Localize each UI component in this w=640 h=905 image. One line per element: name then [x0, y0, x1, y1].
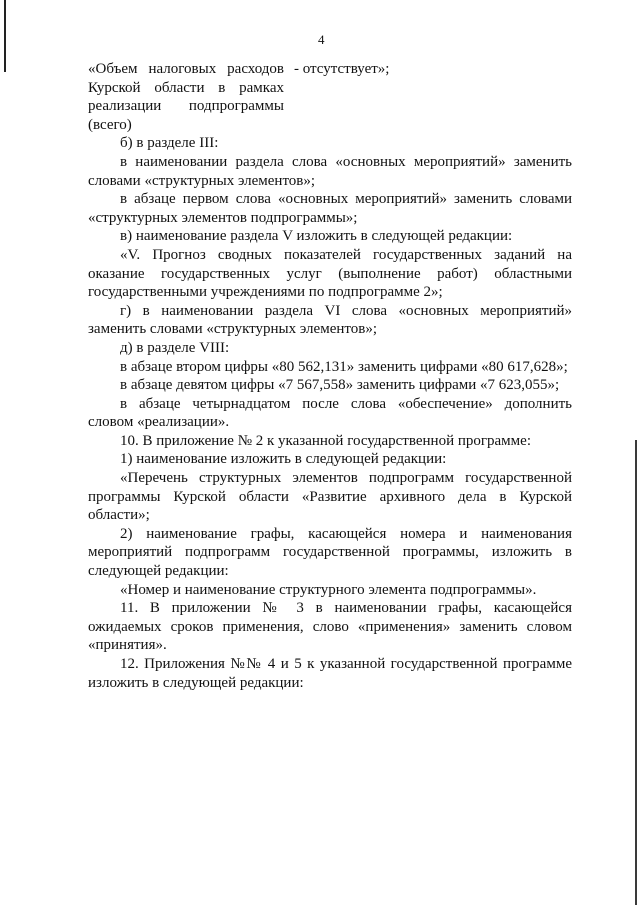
page-number: 4 [318, 32, 325, 47]
paragraph: 2) наименование графы, касающейся номера и наименования мероприятий подпрограмм государственной программы, изложить в следующей редакции: [88, 525, 572, 580]
paragraph: в абзаце девятом цифры «7 567,558» заменить цифрами «7 623,055»; [120, 377, 560, 394]
paragraph: в абзаце втором цифры «80 562,131» заменить цифрами «80 617,628»; [120, 358, 568, 375]
paragraph: «Номер и наименование структурного элемента подпрограммы». [120, 581, 537, 598]
paragraph: 10. В приложение № 2 к указанной государственной программе: [120, 432, 531, 449]
tax-expenditure-value: - отсутствует»; [294, 61, 390, 77]
paragraph: 1) наименование изложить в следующей редакции: [120, 451, 447, 468]
document-body [88, 60, 572, 692]
paragraph: г) в наименовании раздела VI слова «основных мероприятий» заменить словами «структурных элементов»; [88, 302, 572, 338]
paragraph: б) в разделе III: [120, 135, 219, 152]
paragraph: в абзаце первом слова «основных мероприятий» заменить словами «структурных элементов подпрограммы»; [88, 191, 572, 226]
paragraph: «V. Прогноз сводных показателей государственных заданий на оказание государственных услуг (выполнение работ) областными государственными учреждениями по подпрограмме 2»; [88, 246, 572, 301]
scan-edge-left [4, 0, 6, 72]
paragraph: 11. В приложении № 3 в наименовании графы, касающейся ожидаемых сроков применения, слово «применения» заменить словом «принятия». [88, 600, 572, 654]
tax-expenditure-label: «Объем налоговых расходов Курской области в рамках реализации подпрограммы (всего) [88, 61, 284, 133]
paragraph: «Перечень структурных элементов подпрограмм государственной программы Курской области «Развитие архивного дела в Курской области»; [88, 470, 572, 524]
paragraph: в абзаце четырнадцатом после слова «обеспечение» дополнить словом «реализации». [88, 395, 572, 431]
paragraph: 12. Приложения №№ 4 и 5 к указанной государственной программе изложить в следующей редакции: [88, 656, 572, 691]
paragraph: д) в разделе VIII: [120, 339, 230, 356]
tax-expenditure-row [88, 60, 572, 134]
scan-edge-right [635, 440, 637, 905]
paragraph: в наименовании раздела слова «основных мероприятий» заменить словами «структурных элементов»; [88, 153, 572, 189]
paragraph: в) наименование раздела V изложить в следующей редакции: [120, 228, 513, 245]
